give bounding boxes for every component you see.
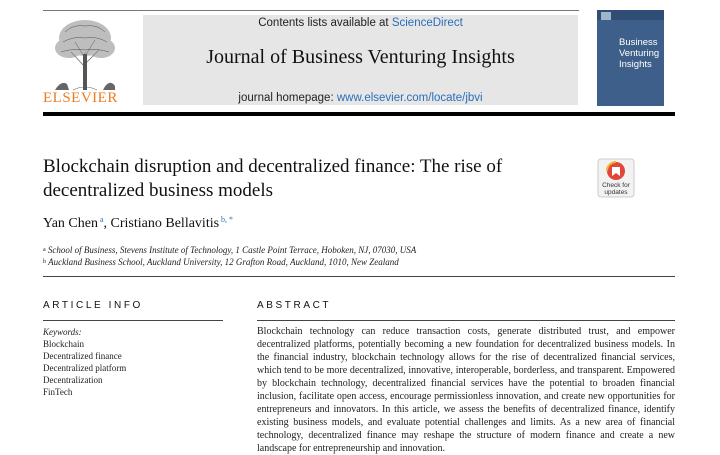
affiliation-item (43, 256, 416, 268)
affiliation-text: School of Business, Stevens Institute of Technology, 1 Castle Point Terrace, Hoboken, NJ, 07030, USA (47, 245, 417, 255)
article-info-rule (43, 320, 223, 321)
check-label-line2: updates (604, 189, 628, 196)
cover-title-line: Insights (619, 59, 652, 70)
article-title: Blockchain disruption and decentralized finance: The rise of decentralized business models (43, 156, 503, 201)
cover-title-line: Business (619, 37, 658, 48)
publisher-wordmark[interactable]: ELSEVIER (43, 90, 118, 106)
homepage-line (143, 92, 578, 104)
abstract-heading: ABSTRACT (257, 300, 332, 311)
keywords-label: Keywords: (43, 327, 82, 337)
section-divider (43, 276, 675, 277)
keyword-item: Decentralization (43, 375, 103, 385)
keyword-item: Decentralized finance (43, 351, 122, 361)
sciencedirect-link[interactable]: ScienceDirect (391, 17, 463, 29)
cover-title (619, 37, 663, 70)
contents-line (143, 17, 578, 29)
keywords-block (43, 326, 126, 398)
author-affil-marker[interactable]: b, * (221, 215, 234, 224)
top-rule (43, 10, 579, 11)
check-for-updates-label[interactable] (595, 182, 637, 196)
affiliation-marker: a (43, 247, 46, 253)
check-label-line1: Check for (602, 182, 630, 189)
author-name[interactable]: Cristiano Bellavitis (110, 216, 220, 231)
contents-prefix: Contents lists available at (258, 17, 392, 29)
abstract-rule (257, 320, 675, 321)
article-info-heading: ARTICLE INFO (43, 300, 143, 311)
cover-title-line: Venturing (619, 48, 660, 59)
journal-banner (143, 15, 578, 105)
journal-cover[interactable] (597, 10, 664, 106)
homepage-link[interactable]: www.elsevier.com/locate/jbvi (336, 92, 483, 104)
header-divider (43, 112, 675, 116)
keyword-item: Blockchain (43, 339, 84, 349)
abstract-text: Blockchain technology can reduce transaction costs, generate distributed trust, and empower decentralized platforms, potentially becoming a new foundation for decentralized business models. In the financial industry, blockchain technology allows for the rise of decentralized financial services, which tend to be more decentralized, innovative, interoperable, borderless, and transparent. Empowered by blockchain technology, decentralized financial services have the potential to broaden financial inclusion, facilitate open access, encourage permissionless innovation, and create new opportunities for entrepreneurs and innovators. In this article, we assess the benefits of decentralized finance, identify existing business models, and evaluate potential challenges and limits. As a new area of financial technology, decentralized finance may reshape the structure of modern finance and create a new landscape for entrepreneurship and innovation. (257, 326, 675, 454)
author-list: Yan Chen $^a$, Cristiano Bellavitis $^{b, *}$ (43, 215, 234, 231)
affiliation-marker: b (43, 259, 46, 265)
journal-title[interactable]: Journal of Business Venturing Insights (206, 46, 515, 68)
cover-logo-icon (601, 12, 611, 20)
affiliations (43, 244, 416, 268)
affiliation-text: Auckland Business School, Auckland University, 12 Grafton Road, Auckland, 1010, New Zealand (48, 257, 399, 267)
author-affil-marker[interactable]: a (99, 215, 104, 224)
keyword-item: Decentralized platform (43, 363, 127, 373)
homepage-prefix: journal homepage: (238, 92, 337, 104)
affiliation-item (43, 244, 416, 256)
author-name[interactable]: Yan Chen (43, 216, 98, 231)
keyword-item: FinTech (43, 387, 73, 397)
